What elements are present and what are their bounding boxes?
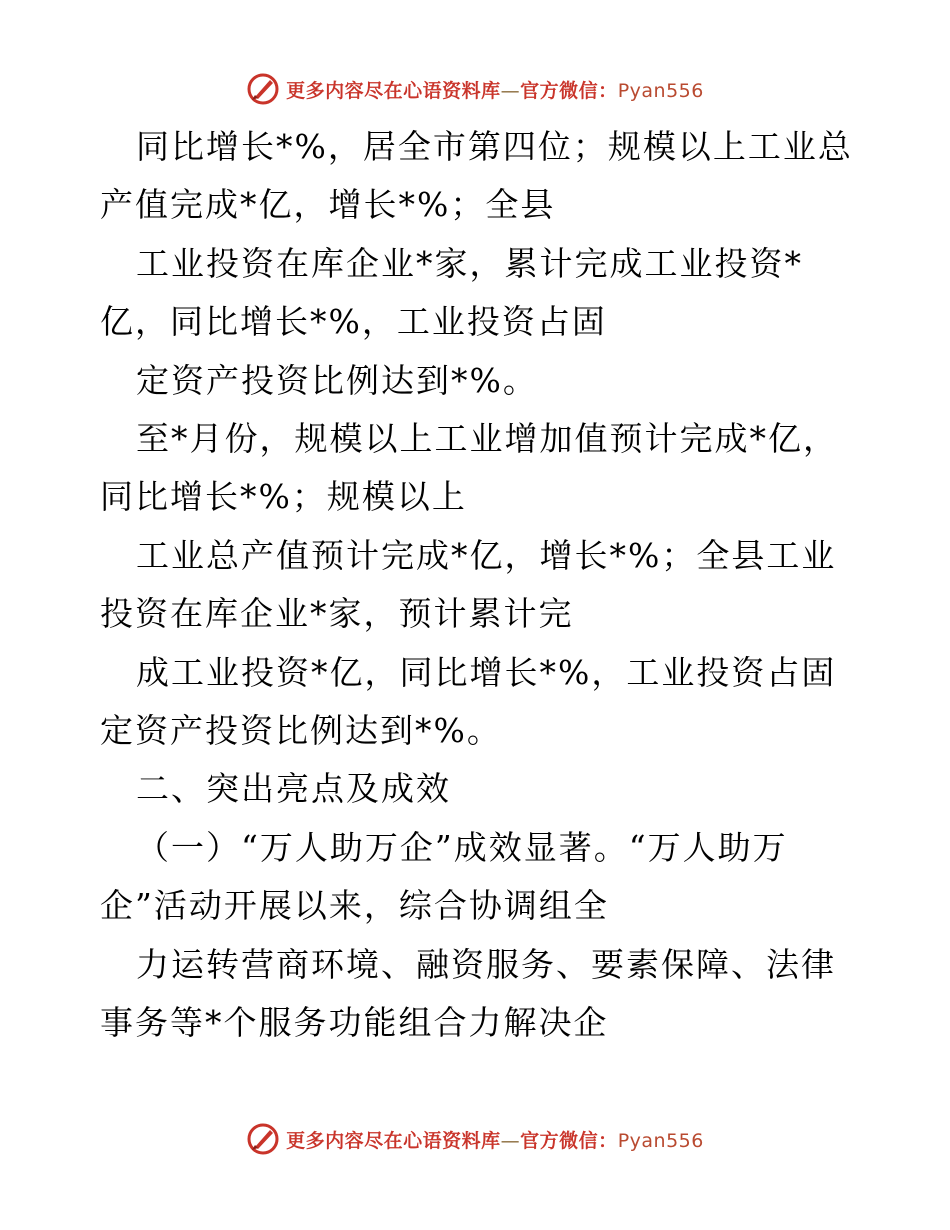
watermark-account: Pyan556 [617,1129,704,1152]
paragraph-1: 同比增长*%，居全市第四位；规模以上工业总产值完成*亿，增长*%；全县 [100,127,853,225]
watermark-account: Pyan556 [617,79,704,102]
paragraph-7: （一）“万人助万企”成效显著。“万人助万企”活动开展以来，综合协调组全 [100,827,788,926]
watermark-text [286,76,704,103]
paragraph-8: 力运转营商环境、融资服务、要素保障、法律事务等*个服务功能组合力解决企 [100,944,836,1043]
header-watermark [0,72,950,106]
paragraph-4: 至*月份，规模以上工业增加值预计完成*亿，同比增长*%；规模以上 [100,419,838,517]
watermark-separator: — [500,1129,521,1152]
watermark-wechat-label: 官方微信： [520,1129,618,1152]
paragraph-6: 成工业投资*亿，同比增长*%，工业投资占固定资产投资比例达到*%。 [100,652,837,751]
watermark-main: 更多内容尽在心语资料库 [286,1129,501,1152]
quill-logo-icon [246,72,280,106]
section-heading: 二、突出亮点及成效 [136,769,451,809]
document-body [100,118,860,1053]
footer-watermark [0,1122,950,1156]
watermark-wechat-label: 官方微信： [520,79,618,102]
watermark-separator: — [500,79,521,102]
watermark-text [286,1126,704,1153]
paragraph-5: 工业总产值预计完成*亿，增长*%；全县工业投资在库企业*家，预计累计完 [100,535,837,634]
paragraph-2: 工业投资在库企业*家，累计完成工业投资*亿，同比增长*%，工业投资占固 [100,243,803,342]
quill-logo-icon [246,1122,280,1156]
paragraph-3: 定资产投资比例达到*%。 [136,360,538,400]
watermark-main: 更多内容尽在心语资料库 [286,79,501,102]
